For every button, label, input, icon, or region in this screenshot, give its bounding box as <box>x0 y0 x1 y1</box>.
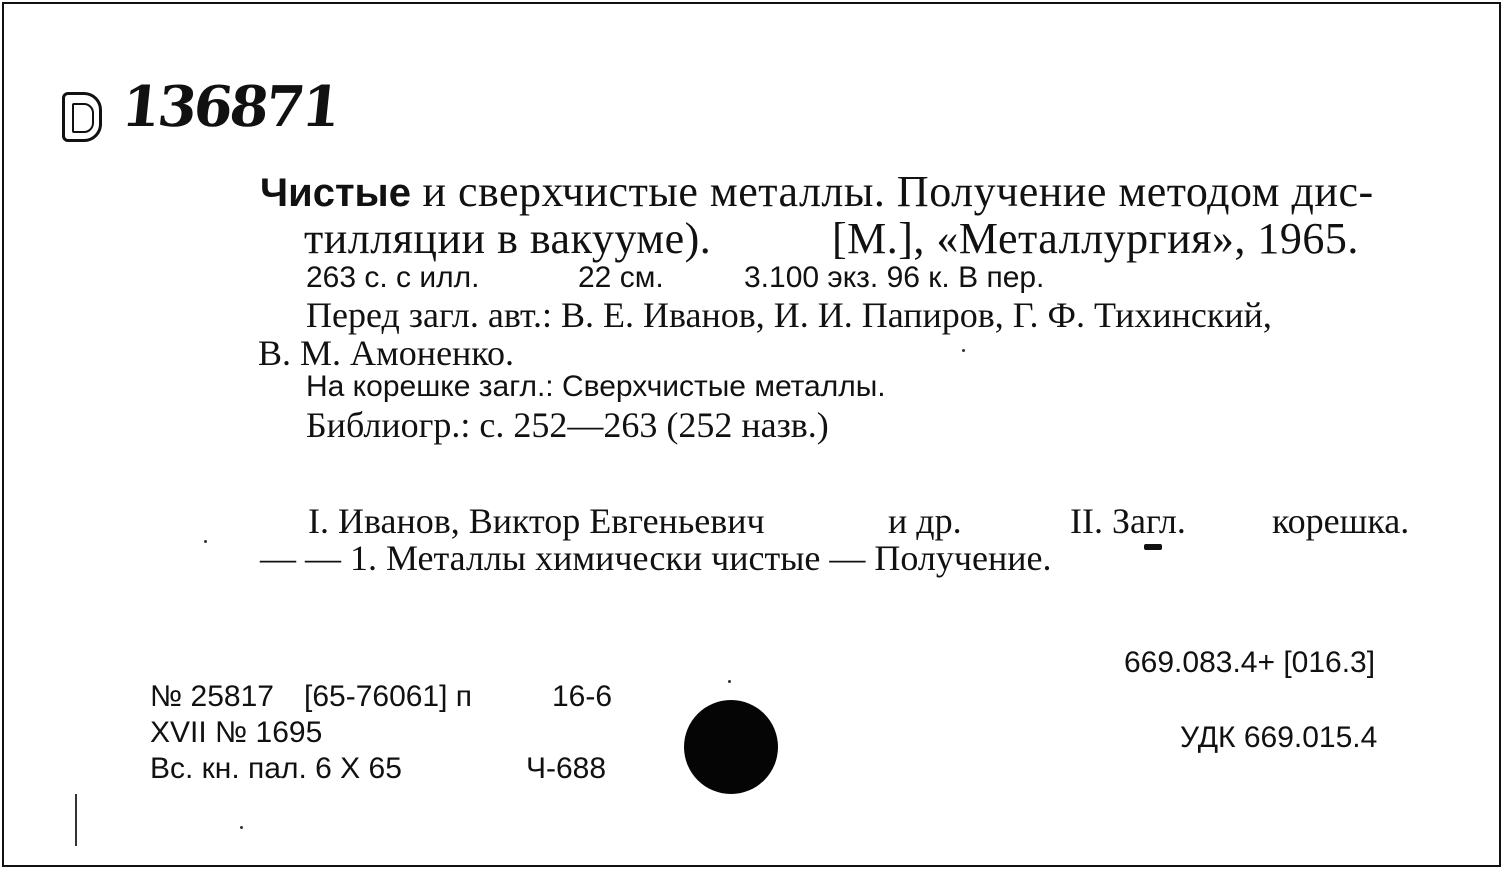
speck <box>204 540 207 543</box>
imprint: [М.], «Металлургия», 1965. <box>832 214 1359 263</box>
collation-size: 22 см. <box>578 261 664 294</box>
speck <box>962 349 965 352</box>
library-stamp-icon <box>62 92 102 142</box>
title-bold-word: Чистые <box>260 171 411 215</box>
title-line-1-rest: и сверхчистые металлы. Получение методом дис- <box>410 167 1374 216</box>
title-line-2: тилляции в вакууме). <box>304 214 712 263</box>
tracing-title-end: корешка. <box>1272 501 1410 541</box>
title-line-1 <box>260 166 1374 217</box>
ink-mark <box>1144 544 1162 550</box>
bibliography-note: Библиогр.: с. 252—263 (252 назв.) <box>306 405 829 445</box>
footer-chamber: Вс. кн. пал. 6 X 65 <box>150 752 402 785</box>
footer-code: [65-76061] п <box>304 680 473 713</box>
margin-mark <box>75 794 81 846</box>
collation-print-run: 3.100 экз. 96 к. В пер. <box>744 261 1045 294</box>
authors-line-1: Перед загл. авт.: В. Е. Иванов, И. И. Папиров, Г. Ф. Тихинский, <box>306 295 1272 335</box>
udc-number: УДК 669.015.4 <box>1180 721 1378 754</box>
footer-number: № 25817 <box>150 680 274 713</box>
collation-pages: 263 с. с илл. <box>306 261 480 294</box>
footer-order: Ч-688 <box>526 752 607 785</box>
speck <box>240 826 243 829</box>
tracing-author-etc: и др. <box>888 501 962 541</box>
accession-number: 136871 <box>118 74 342 140</box>
tracing-title: II. Загл. <box>1070 501 1186 541</box>
tracing-subject: — — 1. Металлы химически чистые — Получение. <box>260 538 1052 578</box>
footer-register: XVII № 1695 <box>150 716 323 749</box>
tracing-author: I. Иванов, Виктор Евгеньевич <box>308 501 765 541</box>
authors-line-2: В. М. Амоненко. <box>258 333 514 373</box>
punch-hole <box>684 700 778 794</box>
catalog-card <box>2 2 1501 867</box>
speck <box>728 680 731 683</box>
classification-number: 669.083.4+ [016.3] <box>1124 646 1376 679</box>
spine-title-note: На корешке загл.: Сверхчистые металлы. <box>306 370 886 403</box>
footer-sequence: 16-6 <box>552 680 613 713</box>
